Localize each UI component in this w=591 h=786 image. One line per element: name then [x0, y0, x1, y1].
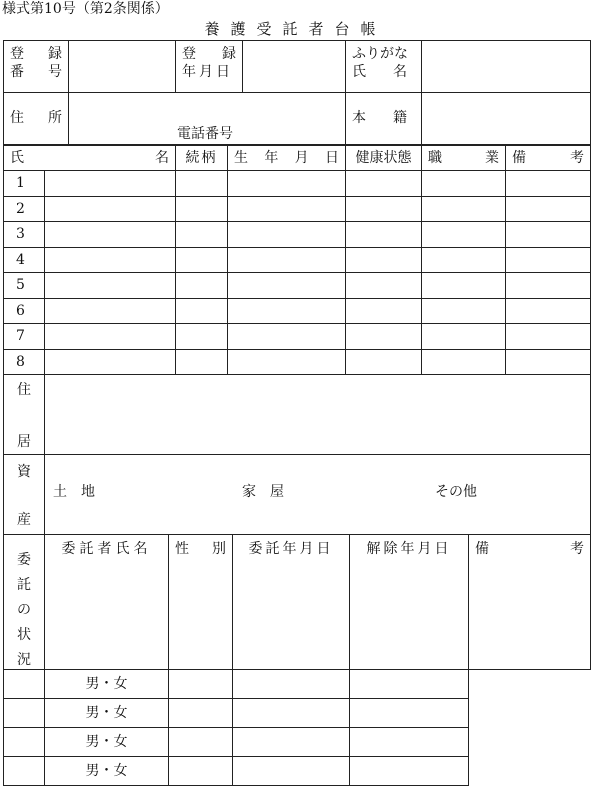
family-row-number: 6 — [4, 298, 45, 324]
address-label: 住 所 — [4, 93, 69, 145]
entrustment-status-char: 況 — [17, 652, 31, 668]
assets-other-label: その他 — [435, 484, 477, 500]
entrustment-status-label — [4, 535, 45, 670]
name-label: ふりがな 氏 名 — [346, 41, 422, 93]
family-name-field[interactable] — [45, 324, 176, 350]
family-remarks-field[interactable] — [506, 273, 591, 299]
family-table — [3, 145, 591, 535]
entrust-remarks-field[interactable] — [350, 728, 469, 757]
entruster-name-field[interactable] — [4, 757, 45, 786]
entrust-date-field[interactable] — [169, 757, 233, 786]
family-remarks-field[interactable] — [506, 247, 591, 273]
family-name-field[interactable] — [45, 247, 176, 273]
family-name-field[interactable] — [45, 171, 176, 197]
entrust-row — [4, 757, 591, 786]
domicile-field[interactable] — [422, 93, 591, 145]
family-remarks-field[interactable] — [506, 196, 591, 222]
residence-label: 住 居 — [4, 375, 45, 455]
sex-option-label[interactable]: 男・女 — [85, 705, 128, 721]
family-header-row — [4, 146, 591, 171]
family-relation-field[interactable] — [176, 273, 228, 299]
cancel-date-field[interactable] — [233, 757, 350, 786]
family-row-number: 7 — [4, 324, 45, 350]
family-occupation-field[interactable] — [422, 171, 506, 197]
sex-option-label[interactable]: 男・女 — [85, 734, 128, 750]
registration-table — [3, 40, 591, 145]
family-relation-field[interactable] — [176, 349, 228, 375]
registration-number-label: 登 録 番 号 — [4, 41, 69, 93]
entruster-name-field[interactable] — [4, 699, 45, 728]
name-field[interactable] — [422, 41, 591, 93]
entrust-header-row — [4, 535, 591, 670]
family-row — [4, 349, 591, 375]
header-cancel-date: 解除年月日 — [350, 535, 469, 670]
residence-field[interactable] — [45, 375, 591, 455]
entrust-row — [4, 699, 591, 728]
header-relation: 続柄 — [176, 146, 228, 171]
family-row-number: 5 — [4, 273, 45, 299]
family-remarks-field[interactable] — [506, 222, 591, 248]
family-birthdate-field[interactable] — [228, 273, 346, 299]
entrust-remarks-field[interactable] — [350, 699, 469, 728]
family-occupation-field[interactable] — [422, 247, 506, 273]
family-row-number: 4 — [4, 247, 45, 273]
family-relation-field[interactable] — [176, 222, 228, 248]
entrust-date-field[interactable] — [169, 699, 233, 728]
assets-land-label: 土 地 — [53, 484, 95, 500]
form-number-label: 様式第10号（第2条関係） — [2, 1, 169, 17]
family-row — [4, 273, 591, 299]
family-health-field[interactable] — [346, 324, 422, 350]
family-occupation-field[interactable] — [422, 298, 506, 324]
family-occupation-field[interactable] — [422, 222, 506, 248]
entrust-row — [4, 670, 591, 699]
sex-field[interactable] — [45, 728, 169, 757]
family-health-field[interactable] — [346, 196, 422, 222]
family-birthdate-field[interactable] — [228, 324, 346, 350]
family-relation-field[interactable] — [176, 171, 228, 197]
header-name: 氏 名 — [4, 146, 176, 171]
entrust-date-field[interactable] — [169, 670, 233, 699]
assets-label: 資 産 — [4, 455, 45, 535]
family-health-field[interactable] — [346, 171, 422, 197]
family-remarks-field[interactable] — [506, 349, 591, 375]
family-health-field[interactable] — [346, 298, 422, 324]
sex-option-label[interactable]: 男・女 — [85, 763, 128, 779]
entruster-name-field[interactable] — [4, 728, 45, 757]
entrust-remarks-field[interactable] — [350, 670, 469, 699]
header-birthdate: 生 年 月 日 — [228, 146, 346, 171]
entruster-name-field[interactable] — [4, 670, 45, 699]
sex-field[interactable] — [45, 699, 169, 728]
family-occupation-field[interactable] — [422, 324, 506, 350]
header-sex: 性 別 — [169, 535, 233, 670]
family-row-number: 3 — [4, 222, 45, 248]
assets-house-label: 家 屋 — [242, 484, 284, 500]
header-entrust-date: 委託年月日 — [233, 535, 350, 670]
family-remarks-field[interactable] — [506, 171, 591, 197]
family-row-number: 1 — [4, 171, 45, 197]
family-row — [4, 298, 591, 324]
entrustment-status-char: 託 — [17, 577, 31, 593]
family-birthdate-field[interactable] — [228, 298, 346, 324]
sex-field[interactable] — [45, 670, 169, 699]
family-row — [4, 324, 591, 350]
entrustment-status-char: の — [17, 602, 31, 618]
family-birthdate-field[interactable] — [228, 247, 346, 273]
family-birthdate-field[interactable] — [228, 171, 346, 197]
family-relation-field[interactable] — [176, 247, 228, 273]
address-field[interactable] — [69, 93, 346, 145]
sex-field[interactable] — [45, 757, 169, 786]
cancel-date-field[interactable] — [233, 670, 350, 699]
family-birthdate-field[interactable] — [228, 222, 346, 248]
family-name-field[interactable] — [45, 298, 176, 324]
header-entruster-name: 委託者氏名 — [45, 535, 169, 670]
family-remarks-field[interactable] — [506, 298, 591, 324]
domicile-label: 本 籍 — [346, 93, 422, 145]
sex-option-label[interactable]: 男・女 — [85, 676, 128, 692]
family-row — [4, 247, 591, 273]
family-row-number: 8 — [4, 349, 45, 375]
family-occupation-field[interactable] — [422, 273, 506, 299]
family-row-number: 2 — [4, 196, 45, 222]
entrust-row — [4, 728, 591, 757]
entrust-remarks-field[interactable] — [350, 757, 469, 786]
family-occupation-field[interactable] — [422, 349, 506, 375]
family-name-field[interactable] — [45, 349, 176, 375]
family-name-field[interactable] — [45, 273, 176, 299]
registration-date-label: 登 録 年月日 — [176, 41, 243, 93]
family-health-field[interactable] — [346, 273, 422, 299]
registration-number-field[interactable] — [69, 41, 176, 93]
phone-number-label: 電話番号 — [177, 126, 233, 142]
registration-date-field[interactable] — [243, 41, 346, 93]
assets-field[interactable] — [45, 455, 591, 535]
family-occupation-field[interactable] — [422, 196, 506, 222]
family-health-field[interactable] — [346, 349, 422, 375]
header-occupation: 職 業 — [422, 146, 506, 171]
family-row — [4, 222, 591, 248]
family-name-field[interactable] — [45, 196, 176, 222]
family-health-field[interactable] — [346, 222, 422, 248]
entrustment-table — [3, 534, 591, 786]
family-birthdate-field[interactable] — [228, 196, 346, 222]
entrustment-status-char: 委 — [17, 552, 31, 568]
family-name-field[interactable] — [45, 222, 176, 248]
family-remarks-field[interactable] — [506, 324, 591, 350]
header-health: 健康状態 — [346, 146, 422, 171]
header-remarks: 備 考 — [506, 146, 591, 171]
family-relation-field[interactable] — [176, 298, 228, 324]
family-relation-field[interactable] — [176, 196, 228, 222]
header-entrust-remarks: 備 考 — [469, 535, 591, 670]
entrust-date-field[interactable] — [169, 728, 233, 757]
family-relation-field[interactable] — [176, 324, 228, 350]
entrustment-status-char: 状 — [17, 627, 31, 643]
family-birthdate-field[interactable] — [228, 349, 346, 375]
document-title: 養護受託者台帳 — [204, 20, 387, 38]
family-row — [4, 171, 591, 197]
cancel-date-field[interactable] — [233, 728, 350, 757]
family-health-field[interactable] — [346, 247, 422, 273]
cancel-date-field[interactable] — [233, 699, 350, 728]
family-row — [4, 196, 591, 222]
